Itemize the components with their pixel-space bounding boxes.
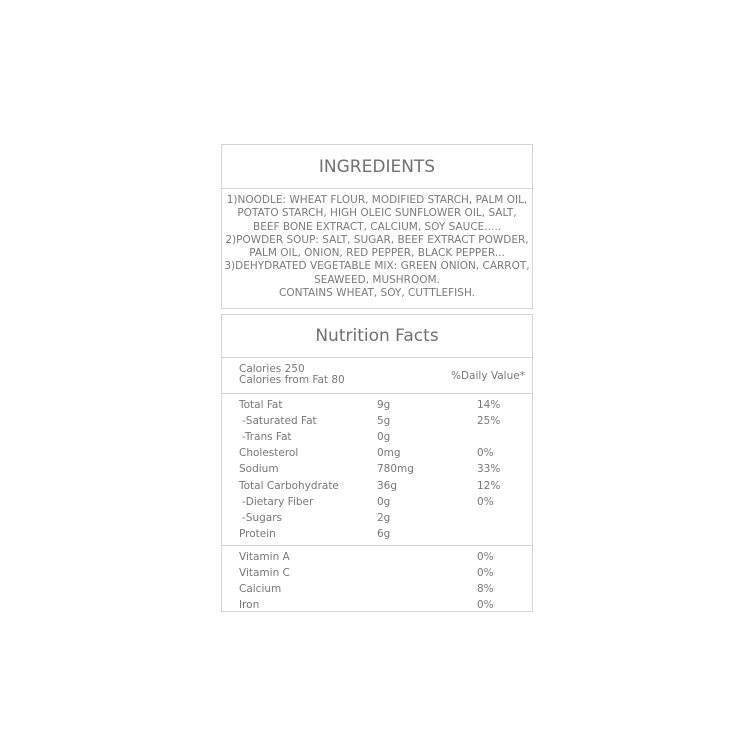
ingredients-list (222, 189, 532, 300)
nutrient-name: Total Fat (239, 399, 283, 411)
vitamins-table (222, 546, 532, 612)
nutrient-amount: 780mg (377, 463, 414, 476)
nutrient-row (222, 526, 532, 542)
nutrient-name: Sodium (239, 463, 279, 476)
nutrient-daily-value: 33% (477, 463, 501, 476)
ingredients-panel (221, 144, 533, 309)
vitamin-row (222, 549, 532, 565)
nutrient-row (222, 510, 532, 526)
nutrient-row (222, 478, 532, 494)
calories-from-fat-text: Calories from Fat 80 (239, 374, 345, 386)
ingredients-line: 3)DEHYDRATED VEGETABLE MIX: GREEN ONION, CARROT, (224, 260, 530, 273)
nutrient-name: -Saturated Fat (242, 415, 317, 428)
nutrient-row (222, 445, 532, 461)
nutrient-row (222, 429, 532, 445)
vitamin-row (222, 565, 532, 581)
vitamin-name: Vitamin C (239, 567, 290, 580)
ingredients-line: CONTAINS WHEAT, SOY, CUTTLEFISH. (279, 287, 475, 300)
nutrient-daily-value: 0% (477, 495, 494, 508)
nutrient-amount: 0g (377, 431, 391, 444)
vitamin-daily-value: 0% (477, 567, 494, 580)
nutrient-daily-value: 14% (477, 399, 501, 411)
nutrient-row (222, 397, 532, 413)
nutrient-amount: 9g (377, 399, 391, 411)
vitamin-daily-value: 0% (477, 599, 494, 612)
nutrition-facts-panel (221, 314, 533, 612)
nutrient-amount: 36g (377, 479, 398, 492)
nutrient-daily-value: 12% (477, 479, 501, 492)
nutrient-amount: 2g (377, 511, 391, 524)
ingredients-line: POTATO STARCH, HIGH OLEIC SUNFLOWER OIL, SALT, (237, 207, 517, 220)
vitamin-name: Vitamin A (239, 551, 290, 563)
vitamin-daily-value: 0% (477, 551, 494, 563)
calories-section (222, 358, 532, 394)
nutrient-name: Cholesterol (239, 447, 299, 460)
nutrient-name: Total Carbohydrate (239, 479, 339, 492)
nutrient-row (222, 494, 532, 510)
nutrient-row (222, 413, 532, 429)
vitamin-row (222, 581, 532, 597)
nutrient-name: -Trans Fat (242, 431, 292, 444)
nutrient-name: -Sugars (242, 511, 282, 524)
vitamin-row (222, 597, 532, 613)
ingredients-line: SEAWEED, MUSHROOM. (314, 273, 440, 286)
nutrients-table (222, 394, 532, 546)
daily-value-header: %Daily Value* (451, 370, 525, 382)
nutrient-name: -Dietary Fiber (242, 495, 314, 508)
ingredients-line: BEEF BONE EXTRACT, CALCIUM, SOY SAUCE..... (252, 220, 501, 233)
ingredients-line: PALM OIL, ONION, RED PEPPER, BLACK PEPPER... (249, 247, 505, 260)
nutrient-amount: 0mg (377, 447, 401, 460)
ingredients-line: 2)POWDER SOUP: SALT, SUGAR, BEEF EXTRACT POWDER, (225, 233, 529, 246)
vitamin-name: Calcium (239, 583, 282, 596)
nutrient-row (222, 461, 532, 477)
vitamin-daily-value: 8% (477, 583, 494, 596)
nutrient-name: Protein (239, 527, 276, 540)
nutrient-amount: 6g (377, 527, 391, 540)
ingredients-title: INGREDIENTS (222, 145, 532, 189)
nutrient-daily-value: 25% (477, 415, 501, 428)
nutrition-facts-title: Nutrition Facts (222, 315, 532, 358)
nutrient-amount: 5g (377, 415, 391, 428)
vitamin-name: Iron (239, 599, 260, 612)
calories-text: Calories 250 (239, 363, 305, 375)
ingredients-line: 1)NOODLE: WHEAT FLOUR, MODIFIED STARCH, PALM OIL, (226, 194, 528, 206)
nutrient-daily-value: 0% (477, 447, 494, 460)
nutrient-amount: 0g (377, 495, 391, 508)
